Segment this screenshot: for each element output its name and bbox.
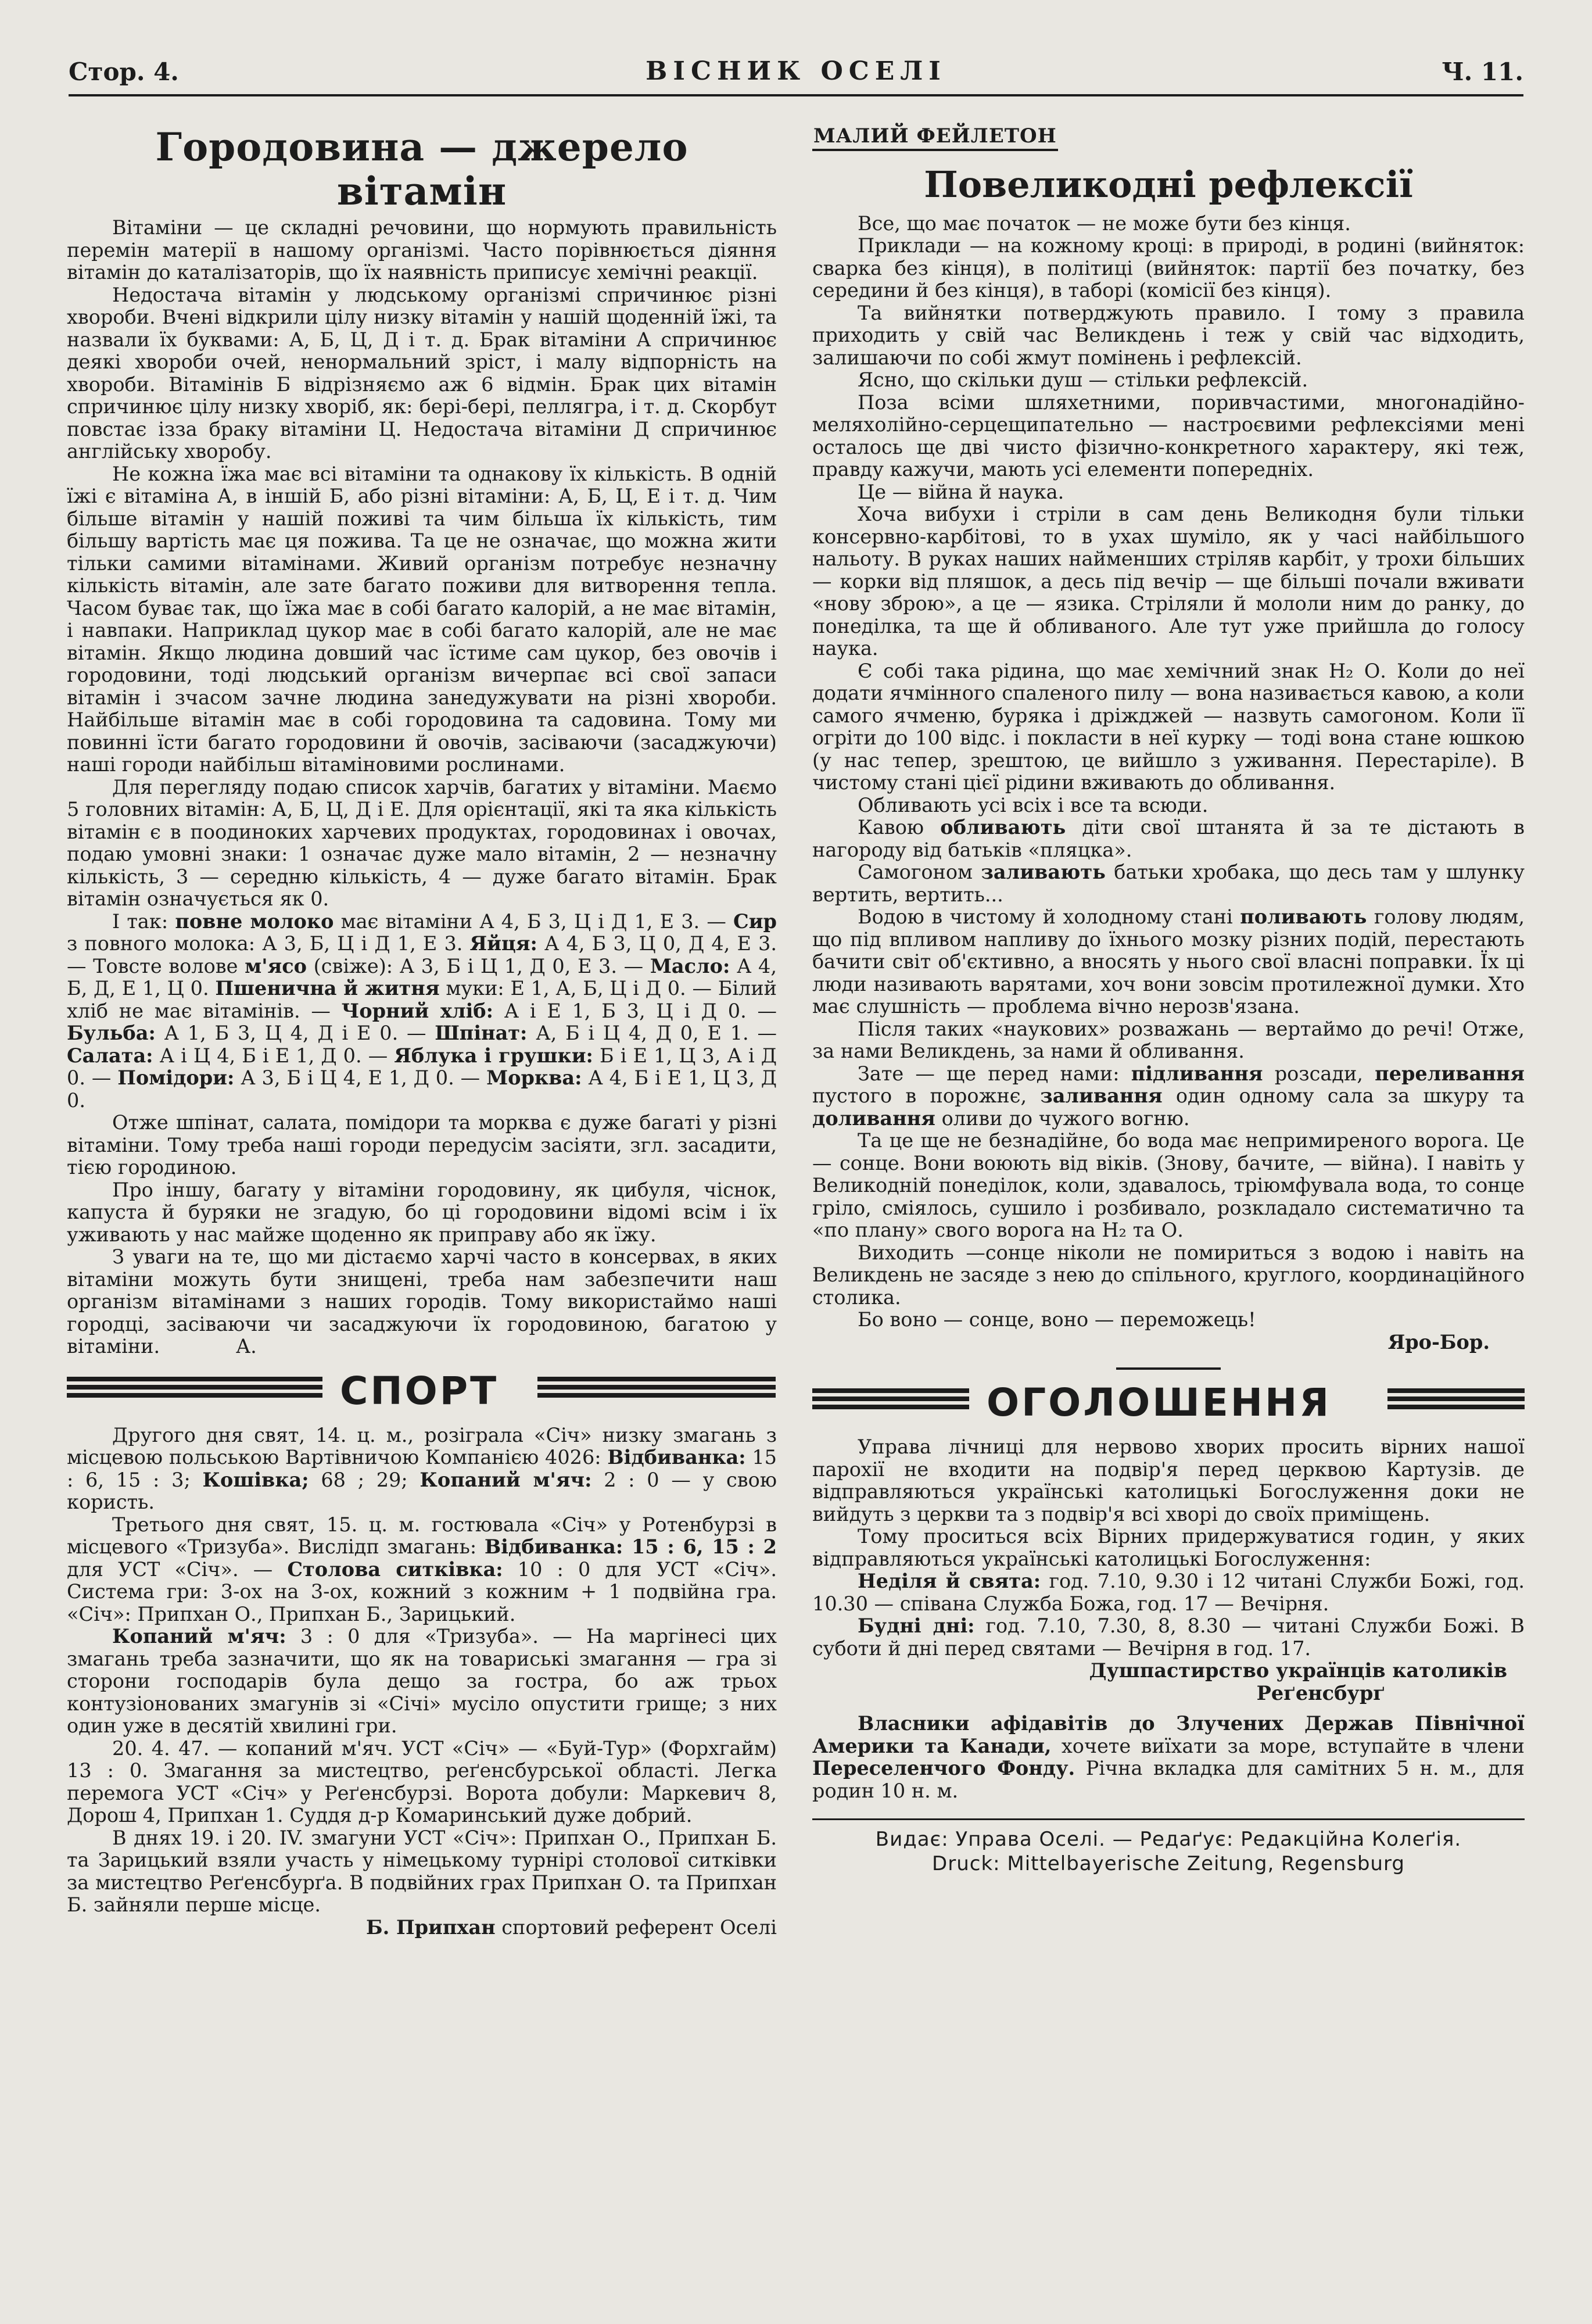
feuilleton-paragraph: Обливають усі всіх і все та всюди. (858, 793, 1209, 817)
sport-signature: Б. Припхан спортовий референт Оселі (366, 1915, 777, 1939)
banner-stripes-left (812, 1388, 969, 1417)
page-number: Стор. 4. (69, 58, 179, 86)
feuilleton-paragraph: Після таких «наукових» розважань — вертаймо до речі! Отже, за нами Великдень, за нами й обливання. (812, 1017, 1525, 1062)
issue-number: Ч. 11. (1442, 58, 1523, 86)
feuilleton-paragraph: Приклади — на кожному кроці: в природі, в родині (вийняток: сварка без кінця), в політиці (вийняток: партії без початку, без середини й без кінця), в таборі (комісії без кінця). (812, 234, 1525, 302)
ads-signature: Душпастирство українців католиків (1089, 1659, 1507, 1682)
sport-paragraph: Третього дня свят, 15. ц. м. гостювала «Січ» у Ротенбурзі в місцевого «Тризуба». Вислідп змагань: Відбиванка: 15 : 6, 15 : 2 для УСТ «Січ». — Столова ситківка: 10 : 0 для УСТ «Січ». Система гри: 3-ох на 3-ох, кожний з кожним + 1 подвійна гра. «Січ»: Припхан О., Припхан Б., Зарицький. (67, 1513, 777, 1625)
sport-paragraph: Копаний м'яч: 3 : 0 для «Тризуба». — На маргінесі цих змагань треба зазначити, що як на товариські змагання — гра зі сторони господарів була дещо за гостра, бо аж трьох контузіонованих змагунів зі «Січі» мусіло опустити грище; з них один уже в десятій хвилині гри. (67, 1625, 777, 1737)
feuilleton-paragraph: Все, що має початок — не може бути без кінця. (858, 212, 1351, 235)
feuilleton-title: Повеликодні рефлексії (924, 163, 1413, 206)
banner-stripes-right (537, 1377, 776, 1406)
vitamins-title: Городовина — джерело вітамін (155, 124, 689, 214)
ads-paragraph: Власники афідавітів до Злучених Держав Північної Америки та Канади, хочете виїхати за море, вступайте в члени Переселенчого Фонду. Річна вкладка для самітних 5 н. м., для родин 10 н. м. (812, 1712, 1525, 1802)
sport-paragraph: 20. 4. 47. — копаний м'яч. УСТ «Січ» — «Буй-Тур» (Форхгайм) 13 : 0. Змагання за мистецтво, реґенсбурської області. Легка перемога УСТ «Січ» у Реґенсбурзі. Ворота добули: Маркевич 8, Дорош 4, Припхан 1. Суддя д-р Комаринський дуже добрий. (67, 1736, 777, 1827)
paper-title: ВІСНИК ОСЕЛІ (646, 56, 946, 86)
footer-publisher: Видає: Управа Оселі. — Редаґує: Редакційна Колеґія. (875, 1828, 1462, 1851)
feuilleton-paragraph: Це — війна й наука. (858, 480, 1064, 503)
vitamins-paragraph: Для перегляду подаю список харчів, багатих у вітаміни. Маємо 5 головних вітамін: А, Б, Ц, Д і Е. Для орієнтації, які та яка кількість вітамін є в поодиноких харчевих продуктах, городовинах і овочах, подаю умовні знаки: 1 означає дуже мало вітамін, 2 — незначну кількість, 3 — середню кількість, 4 — дуже багато вітамін. Брак вітамін означується як 0. (67, 775, 777, 910)
sport-paragraph: В днях 19. і 20. IV. змагуни УСТ «Січ»: Припхан О., Припхан Б. та Зарицький взяли участь у німецькому турнірі столової ситківки за мистецтво Реґенсбурґа. В подвійних грах Припхан О. та Припхан Б. зайняли перше місце. (67, 1826, 777, 1916)
section-separator (1116, 1367, 1221, 1370)
page-header (69, 55, 1523, 95)
feuilleton-paragraph: Зате — ще перед нами: підливання розсади, переливання пустого в порожнє, заливання один одному сала за шкуру та доливання оливи до чужого вогню. (812, 1062, 1525, 1130)
ads-schedule-weekday: Будні дні: год. 7.10, 7.30, 8, 8.30 — читані Служби Божі. В суботи й дні перед святами — Вечірня в год. 17. (812, 1614, 1525, 1660)
feuilleton-paragraph: Виходить —сонце ніколи не помириться з водою і навіть на Великдень не засяде з нею до спільного, круглого, координаційного столика. (812, 1241, 1525, 1309)
sport-title: СПОРТ (340, 1368, 499, 1413)
ads-signature-city: Реґенсбурґ (1256, 1681, 1385, 1704)
ads-banner (812, 1377, 1525, 1429)
ads-paragraph: Управа лічниці для нервово хворих просить вірних нашої парохії не входити на подвір'я перед церквою Картузів. де відправляються українські католицькі Богослуження доки не вийдуть з церкви та з подвір'я всі хворі до своїх приміщень. (812, 1435, 1525, 1526)
feuilleton-paragraph: Самогоном заливають батьки хробака, що десь там у шлунку вертить, вертить... (812, 861, 1525, 906)
feuilleton-paragraph: Та вийнятки потверджують правило. І тому з правила приходить у свій час Великдень і теж у свій час відходить, залишаючи по собі жмут помінень і рефлексій. (812, 301, 1525, 369)
feuilleton-paragraph: Є собі така рідина, що має хемічний знак Н₂ О. Коли до неї додати ячмінного спаленого пилу — вона називається кавою, а коли самого ячменю, буряка і дріжджей — назвуть самогоном. Коли її огріти до 100 відс. і покласти в неї курку — тоді вона стане юшкою (у нас тепер, зрештою, це вийшло з уживання. Перестаріле). В чистому стані цієї рідини вживають до обливання. (812, 659, 1525, 794)
vitamins-signature: А. (235, 1335, 257, 1358)
vitamins-list: І так: повне молоко має вітаміни А 4, Б 3, Ц і Д 1, Е 3. — Сир з повного молока: А 3, Б, Ц і Д 1, Е 3. Яйця: А 4, Б 3, Ц 0, Д 4, Е 3. — Товсте волове м'ясо (свіже): А 3, Б і Ц 1, Д 0, Е 3. — Масло: А 4, Б, Д, Е 1, Ц 0. Пшенична й житня муки: Е 1, А, Б, Ц і Д 0. — Білий хліб не має вітамінів. — Чорний хліб: А і Е 1, Б 3, Ц і Д 0. — Бульба: А 1, Б 3, Ц 4, Д і Е 0. — Шпінат: А, Б і Ц 4, Д 0, Е 1. — Салата: А і Ц 4, Б і Е 1, Д 0. — Яблука і грушки: Б і Е 1, Ц 3, А і Д 0. — Помідори: А 3, Б і Ц 4, Е 1, Д 0. — Морква: А 4, Б і Е 1, Ц 3, Д 0. (67, 909, 777, 1112)
feuilleton-paragraph: Та це ще не безнадійне, бо вода має непримиреного ворога. Це — сонце. Вони воюють від віків. (Знову, бачите, — війна). І навіть у Великодній понеділок, коли, здавалось, тріюмфувала вода, то сонце гріло, сміялось, сушило і розбивало, розкладало систематично та «по плану» свого ворога на Н₂ та О. (812, 1129, 1525, 1241)
vitamins-paragraph: Вітаміни — це складні речовини, що нормують правильність перемін матерії в нашому організмі. Часто порівнюється діяння вітамін до каталізаторів, що їх наявність приписує хемічні реакції. (67, 216, 777, 284)
feuilleton-paragraph: Поза всіми шляхетними, поривчастими, многонадійно-меляхолійно-серцещипательно — настроєвими рефлексіями мені осталось ще дві чисто фізично-конкретного характеру, які теж, правду кажучи, мають усі елементи попередніх. (812, 391, 1525, 481)
feuilleton-signature: Яро-Бор. (1387, 1330, 1490, 1353)
vitamins-paragraph: Недостача вітамін у людському організмі спричинює різні хвороби. Вчені відкрили цілу низку вітамін у нашій щоденній їжі, та назвали їх буквами: А, Б, Ц, Д і т. д. Брак вітаміни А спричинює деякі хвороби очей, ненормальний зріст, і малу відпорність на хвороби. Вітамінів Б відрізняємо аж 6 відмін. Брак цих вітамін спричинює цілу низку хворіб, як: бері-бері, пеллягра, і т. д. Скорбут повстає ізза браку вітаміни Ц. Недостача вітаміни Д спричинює англійську хворобу. (67, 283, 777, 463)
vitamins-paragraph: З уваги на те, що ми дістаємо харчі часто в консервах, в яких вітаміни можуть бути знищені, треба нам забезпечити наш організм вітамінами з наших городів. Тому використаймо наші городці, засіваючи чи засаджуючи їх городовиною, багатою у вітаміни. А. (67, 1245, 777, 1358)
header-rule (69, 94, 1523, 96)
footer-rule (812, 1818, 1525, 1820)
vitamins-paragraph: Отже шпінат, салата, помідори та морква є дуже багаті у різні вітаміни. Тому треба наші городи передусім засіяти, згл. засадити, тією городиною. (67, 1111, 777, 1179)
vitamins-paragraph: Про іншу, багату у вітаміни городовину, як цибуля, чіснок, капуста й буряки не згадую, бо ці городовини відомі всім і їх уживають у нас майже щоденно як приправу або як їжу. (67, 1178, 777, 1246)
vitamins-paragraph: Не кожна їжа має всі вітаміни та однакову їх кількість. В одній їжі є вітаміна А, в іншій Б, або різні вітаміни: А, Б, Ц, Е і т. д. Чим більше вітамін у нашій поживі та чим більша їх кількість, тим більшу вартість має ця пожива. Та це не означає, що можна жити тільки самими вітамінами. Живий організм потребує незначну кількість вітамін, але зате багато поживи для витворення тепла. Часом буває так, що їжа має в собі багато калорій, а не має вітамін, і навпаки. Наприклад цукор має в собі багато калорій, але не має вітамін. Якщо людина довший час їстиме сам цукор, без овочів і городовини, тоді людський організм вичерпає всі свої запаси вітамін і зчасом зачне людина занедужувати на різні хвороби. Найбільше вітамін має в собі городовина та садовина. Тому ми повинні їсти багато городовини й овочів, засіваючи (засаджуючи) наші городи найбільш вітаміновими рослинами. (67, 462, 777, 776)
footer-printer: Druck: Mittelbayerische Zeitung, Regensburg (932, 1852, 1405, 1875)
right-column (812, 125, 1525, 1876)
banner-stripes-right (1387, 1388, 1525, 1417)
left-column (67, 125, 777, 1939)
feuilleton-paragraph: Водою в чистому й холодному стані поливають голову людям, що під впливом напливу до їхнього мозку різних подій, перестають бачити світ об'єктивно, а вносять у нього свої власні поправки. Їх ці люди називають варятами, хоч вони зовсім протилежної думки. Хто має слушність — проблема вічно нерозв'язана. (812, 905, 1525, 1018)
ads-schedule-sunday: Неділя й свята: год. 7.10, 9.30 і 12 читані Служби Божі, год. 10.30 — співана Служба Божа, год. 17 — Вечірня. (812, 1570, 1525, 1615)
banner-stripes-left (67, 1377, 322, 1406)
feuilleton-paragraph: Ясно, що скільки душ — стільки рефлексій. (858, 368, 1308, 391)
sport-banner (67, 1365, 777, 1417)
ads-paragraph: Тому проситься всіх Вірних придержуватися годин, у яких відправляються українські католицькі Богослуження: (812, 1525, 1525, 1570)
feuilleton-paragraph: Бо воно — сонце, воно — переможець! (858, 1308, 1256, 1331)
sport-paragraph: Другого дня свят, 14. ц. м., розіграла «Січ» низку змагань з місцевою польською Вартівничою Компанією 4026: Відбиванка: 15 : 6, 15 : 3; Кошівка; 68 ; 29; Копаний м'яч: 2 : 0 — у свою користь. (67, 1423, 777, 1513)
feuilleton-paragraph: Хоча вибухи і стріли в сам день Великодня були тільки консервно-карбітові, то в ухах шуміло, як у часі найбільшого нальоту. В руках наших найменших стріляв карбіт, у трохи більших — корки від пляшок, а десь під вечір — ще більші почали вживати «нову зброю», а це — язика. Стріляли й мололи ним до ранку, до понеділка, та ще й обливаного. Але тут уже прийшла до голосу наука. (812, 503, 1525, 660)
feuilleton-tag: МАЛИЙ ФЕЙЛЕТОН (812, 125, 1058, 151)
feuilleton-paragraph: Кавою обливають діти свої штанята й за те дістають в нагороду від батьків «пляцка». (812, 816, 1525, 861)
ads-title: ОГОЛОШЕННЯ (987, 1380, 1332, 1425)
